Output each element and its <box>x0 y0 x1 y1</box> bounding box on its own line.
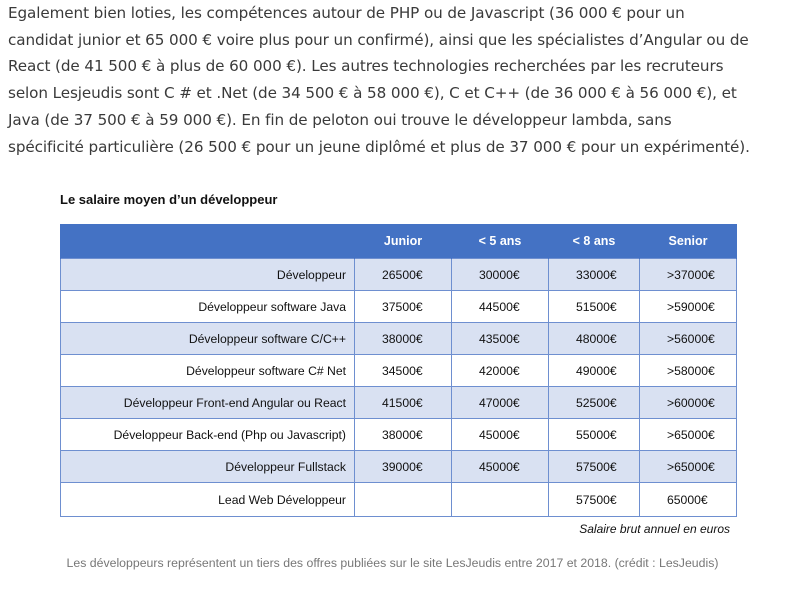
salary-cell: 37500€ <box>355 291 452 323</box>
article-line: Egalement bien loties, les compétences autour de PHP ou de Javascript (36 000 € pour un <box>8 4 685 22</box>
salary-cell: 38000€ <box>355 419 452 451</box>
table-row <box>61 451 737 483</box>
article-line: selon Lesjeudis sont C # et .Net (de 34 500 € à 58 000 €), C et C++ (de 36 000 € à 56 000 €), et <box>8 84 737 103</box>
salary-cell: >60000€ <box>640 387 737 419</box>
image-caption: Les développeurs représentent un tiers des offres publiées sur le site LesJeudis entre 2017 et 2018. (crédit : LesJeudis) <box>66 556 719 570</box>
row-label: Développeur software C/C++ <box>61 323 355 355</box>
salary-cell: 44500€ <box>452 291 549 323</box>
salary-cell <box>452 483 549 517</box>
row-label: Développeur Back-end (Php ou Javascript) <box>61 419 355 451</box>
header-cell: Senior <box>640 224 737 259</box>
salary-figure <box>60 190 736 537</box>
row-label: Développeur Front-end Angular ou React <box>61 387 355 419</box>
salary-cell: 65000€ <box>640 483 737 517</box>
row-label: Développeur software C# Net <box>61 355 355 387</box>
salary-cell: 57500€ <box>549 483 640 517</box>
table-header-row <box>61 224 737 259</box>
table-title: Le salaire moyen d’un développeur <box>60 192 278 207</box>
header-cell: < 5 ans <box>452 224 549 259</box>
salary-cell: 51500€ <box>549 291 640 323</box>
table-row <box>61 355 737 387</box>
salary-cell: 57500€ <box>549 451 640 483</box>
salary-cell: 26500€ <box>355 259 452 291</box>
salary-cell: >37000€ <box>640 259 737 291</box>
salary-cell: >65000€ <box>640 419 737 451</box>
salary-cell: 30000€ <box>452 259 549 291</box>
article-line: spécificité particulière (26 500 € pour un jeune diplômé et plus de 37 000 € pour un expérimenté). <box>8 137 750 156</box>
article-paragraph <box>8 0 780 160</box>
table-note: Salaire brut annuel en euros <box>579 522 730 536</box>
salary-cell: 42000€ <box>452 355 549 387</box>
table-row <box>61 419 737 451</box>
salary-cell: 49000€ <box>549 355 640 387</box>
article-line: Java (de 37 500 € à 59 000 €). En fin de peloton oui trouve le développeur lambda, sans <box>8 110 672 129</box>
salary-cell: 55000€ <box>549 419 640 451</box>
salary-cell: >59000€ <box>640 291 737 323</box>
salary-cell <box>355 483 452 517</box>
salary-cell: 33000€ <box>549 259 640 291</box>
salary-table <box>60 224 737 517</box>
salary-cell: 47000€ <box>452 387 549 419</box>
header-cell <box>61 224 355 259</box>
salary-cell: 45000€ <box>452 451 549 483</box>
article-line: React (de 41 500 € à plus de 60 000 €). Les autres technologies recherchées par les recruteurs <box>8 57 724 76</box>
row-label: Développeur <box>61 259 355 291</box>
row-label: Développeur Fullstack <box>61 451 355 483</box>
table-row <box>61 483 737 517</box>
salary-cell: 48000€ <box>549 323 640 355</box>
salary-cell: 34500€ <box>355 355 452 387</box>
article-line: candidat junior et 65 000 € voire plus pour un confirmé), ainsi que les spécialistes d’Angular ou de <box>8 30 749 49</box>
table-row <box>61 291 737 323</box>
table-row <box>61 259 737 291</box>
salary-cell: 39000€ <box>355 451 452 483</box>
salary-cell: >58000€ <box>640 355 737 387</box>
salary-cell: >56000€ <box>640 323 737 355</box>
salary-cell: 43500€ <box>452 323 549 355</box>
table-row <box>61 387 737 419</box>
salary-cell: >65000€ <box>640 451 737 483</box>
row-label: Développeur software Java <box>61 291 355 323</box>
row-label: Lead Web Développeur <box>61 483 355 517</box>
salary-cell: 52500€ <box>549 387 640 419</box>
salary-cell: 41500€ <box>355 387 452 419</box>
header-cell: < 8 ans <box>549 224 640 259</box>
header-cell: Junior <box>355 224 452 259</box>
salary-cell: 38000€ <box>355 323 452 355</box>
table-row <box>61 323 737 355</box>
salary-cell: 45000€ <box>452 419 549 451</box>
